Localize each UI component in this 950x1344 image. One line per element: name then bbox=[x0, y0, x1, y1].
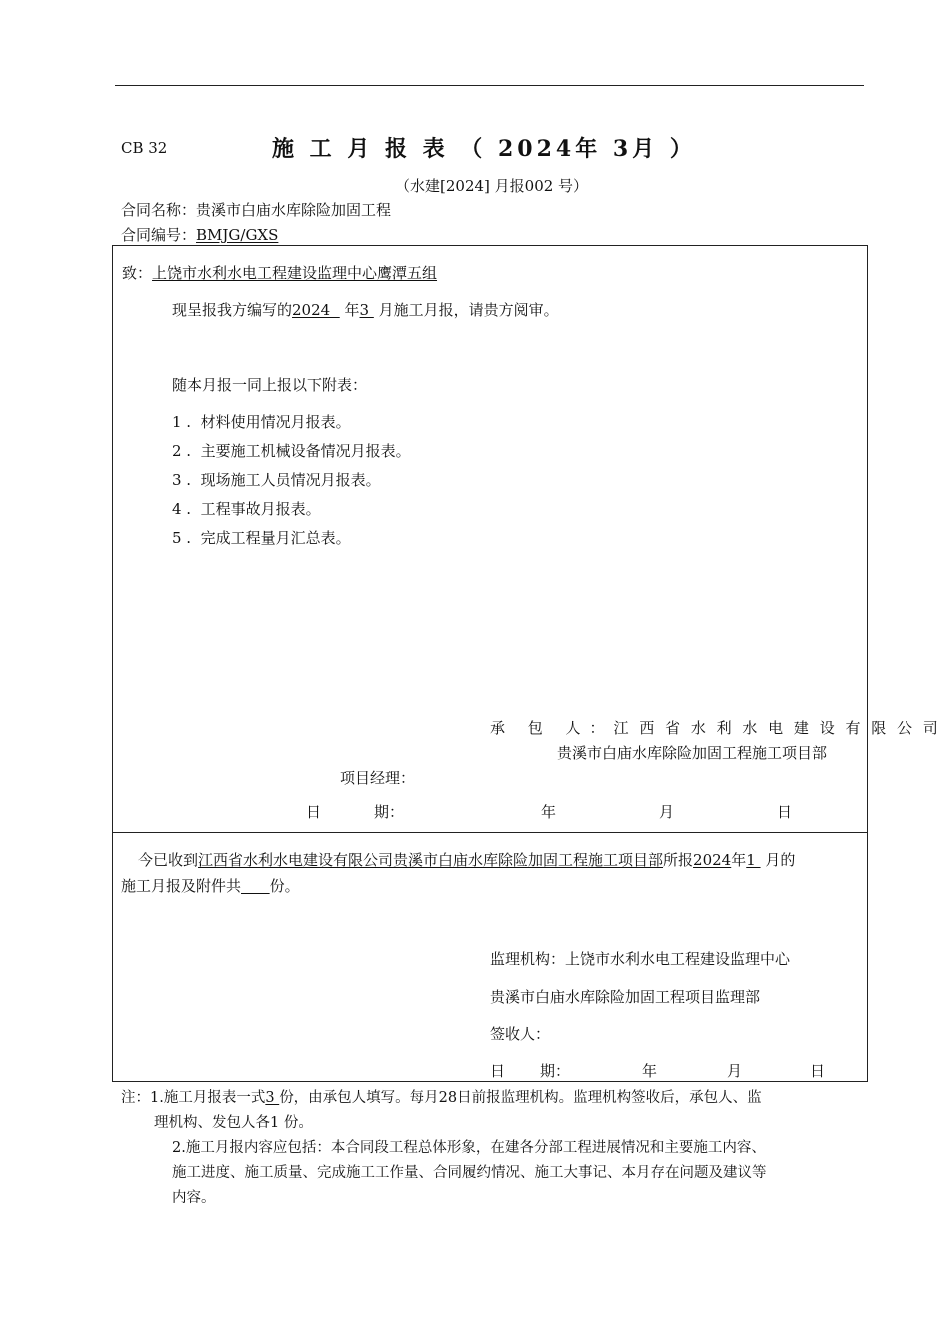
month-label: 月 bbox=[727, 1062, 743, 1080]
date-label: 期： bbox=[540, 1062, 571, 1080]
attachment-item: 5 . 完成工程量月汇总表。 bbox=[172, 529, 351, 547]
attachments-intro: 随本月报一同上报以下附表： bbox=[172, 376, 368, 394]
year-label: 年 bbox=[541, 803, 557, 821]
note-2-continued: 施工进度、施工质量、完成施工工作量、合同履约情况、施工大事记、本月存在问题及建议等 bbox=[172, 1165, 767, 1181]
page-title: 施 工 月 报 表 （ 2024年 3月 ） bbox=[272, 136, 696, 162]
signer-label: 签收人： bbox=[490, 1025, 551, 1043]
date-label: 日 bbox=[306, 803, 322, 821]
month-label: 月 bbox=[659, 803, 675, 821]
note-2-end: 内容。 bbox=[172, 1190, 216, 1206]
attachment-item: 2 . 主要施工机械设备情况月报表。 bbox=[172, 442, 411, 460]
attachment-item: 1 . 材料使用情况月报表。 bbox=[172, 413, 351, 431]
date-label: 日 bbox=[490, 1062, 506, 1080]
year-label: 年 bbox=[642, 1062, 658, 1080]
contract-number: 合同编号：BMJG/GXS bbox=[121, 226, 279, 244]
contractor-dept: 贵溪市白庙水库除险加固工程施工项目部 bbox=[557, 744, 828, 762]
recipient-line: 致：上饶市水利水电工程建设监理中心鹰潭五组 bbox=[122, 264, 438, 282]
supervisor-dept: 贵溪市白庙水库除险加固工程项目监理部 bbox=[490, 988, 761, 1006]
doc-number: （水建[2024] 月报002 号） bbox=[395, 177, 589, 195]
top-rule bbox=[115, 85, 864, 86]
day-label: 日 bbox=[810, 1062, 826, 1080]
attachment-item: 4 . 工程事故月报表。 bbox=[172, 500, 321, 518]
contract-name: 合同名称：贵溪市白庙水库除险加固工程 bbox=[121, 201, 392, 219]
project-manager-label: 项目经理： bbox=[340, 769, 416, 787]
note-2: 2.施工月报内容应包括：本合同段工程总体形象，在建各分部工程进展情况和主要施工内容、 bbox=[172, 1140, 766, 1156]
day-label: 日 bbox=[777, 803, 793, 821]
contractor-line: 承 包 人：江 西 省 水 利 水 电 建 设 有 限 公 司 bbox=[490, 719, 941, 737]
note-1: 注：1.施工月报表一式3 份，由承包人填写。每月28日前报监理机构。监理机构签收后，承包人、监 bbox=[121, 1090, 762, 1106]
submission-statement: 现呈报我方编写的2024 年3 月施工月报，请贵方阅审。 bbox=[172, 301, 559, 319]
receipt-copies: 施工月报及附件共 份。 bbox=[121, 877, 300, 895]
form-code: CB 32 bbox=[121, 139, 168, 157]
note-1-continued: 理机构、发包人各1 份。 bbox=[154, 1115, 313, 1131]
receipt-statement: 今已收到江西省水利水电建设有限公司贵溪市白庙水库除险加固工程施工项目部所报2024年1 月的 bbox=[138, 851, 796, 869]
date-label: 期： bbox=[374, 803, 405, 821]
attachment-item: 3 . 现场施工人员情况月报表。 bbox=[172, 471, 381, 489]
supervisor-line: 监理机构：上饶市水利水电工程建设监理中心 bbox=[490, 950, 791, 968]
